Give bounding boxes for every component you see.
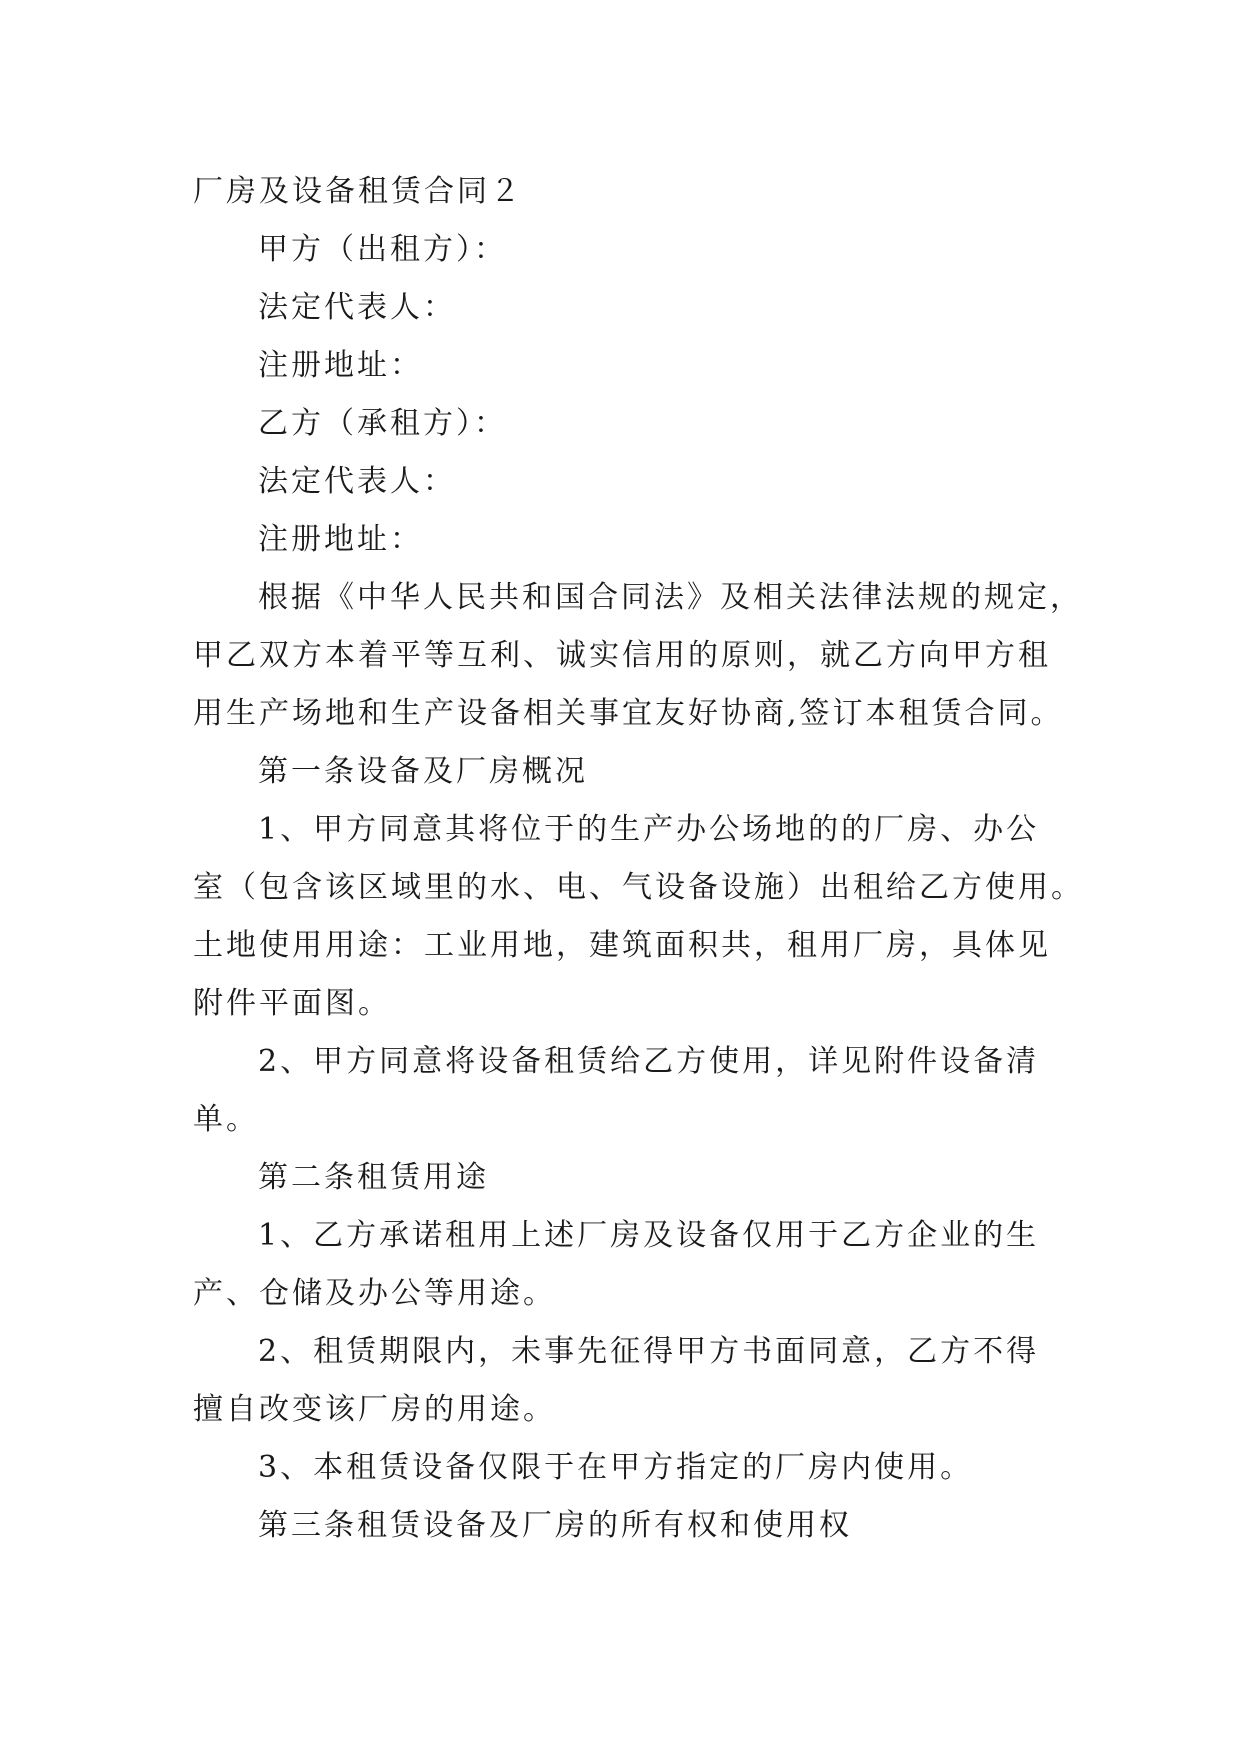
- party-a-representative: 法定代表人：: [258, 290, 456, 325]
- document-title: 厂房及设备租赁合同２: [193, 174, 523, 209]
- clause-line: 1、甲方同意其将位于的生产办公场地的的厂房、办公: [258, 812, 1040, 847]
- party-a-address: 注册地址：: [258, 348, 423, 383]
- clause-line: 产、仓储及办公等用途。: [193, 1276, 556, 1311]
- clause-line: 室（包含该区域里的水、电、气设备设施）出租给乙方使用。: [193, 870, 1084, 905]
- clause-line: 单。: [193, 1102, 259, 1137]
- clause-line: 2、甲方同意将设备租赁给乙方使用，详见附件设备清: [258, 1044, 1040, 1079]
- preamble-line: 根据《中华人民共和国合同法》及相关法律法规的规定，: [258, 580, 1083, 615]
- clause-line: 2、租赁期限内，未事先征得甲方书面同意，乙方不得: [258, 1334, 1040, 1369]
- clause-line: 擅自改变该厂房的用途。: [193, 1392, 556, 1427]
- party-a-label: 甲方（出租方）：: [258, 232, 507, 267]
- article-heading: 第三条租赁设备及厂房的所有权和使用权: [258, 1508, 852, 1543]
- party-b-label: 乙方（承租方）：: [258, 406, 507, 441]
- party-b-representative: 法定代表人：: [258, 464, 456, 499]
- clause-line: 3、本租赁设备仅限于在甲方指定的厂房内使用。: [258, 1450, 974, 1485]
- party-b-address: 注册地址：: [258, 522, 423, 557]
- article-heading: 第二条租赁用途: [258, 1160, 489, 1195]
- clause-line: 土地使用用途：工业用地，建筑面积共，租用厂房，具体见: [193, 928, 1051, 963]
- clause-line: 1、乙方承诺租用上述厂房及设备仅用于乙方企业的生: [258, 1218, 1040, 1253]
- article-heading: 第一条设备及厂房概况: [258, 754, 588, 789]
- preamble-line: 甲乙双方本着平等互利、诚实信用的原则，就乙方向甲方租: [193, 638, 1051, 673]
- clause-line: 附件平面图。: [193, 986, 391, 1021]
- document-body: [193, 163, 1084, 1555]
- preamble-line: 用生产场地和生产设备相关事宜友好协商,签订本租赁合同。: [193, 696, 1064, 731]
